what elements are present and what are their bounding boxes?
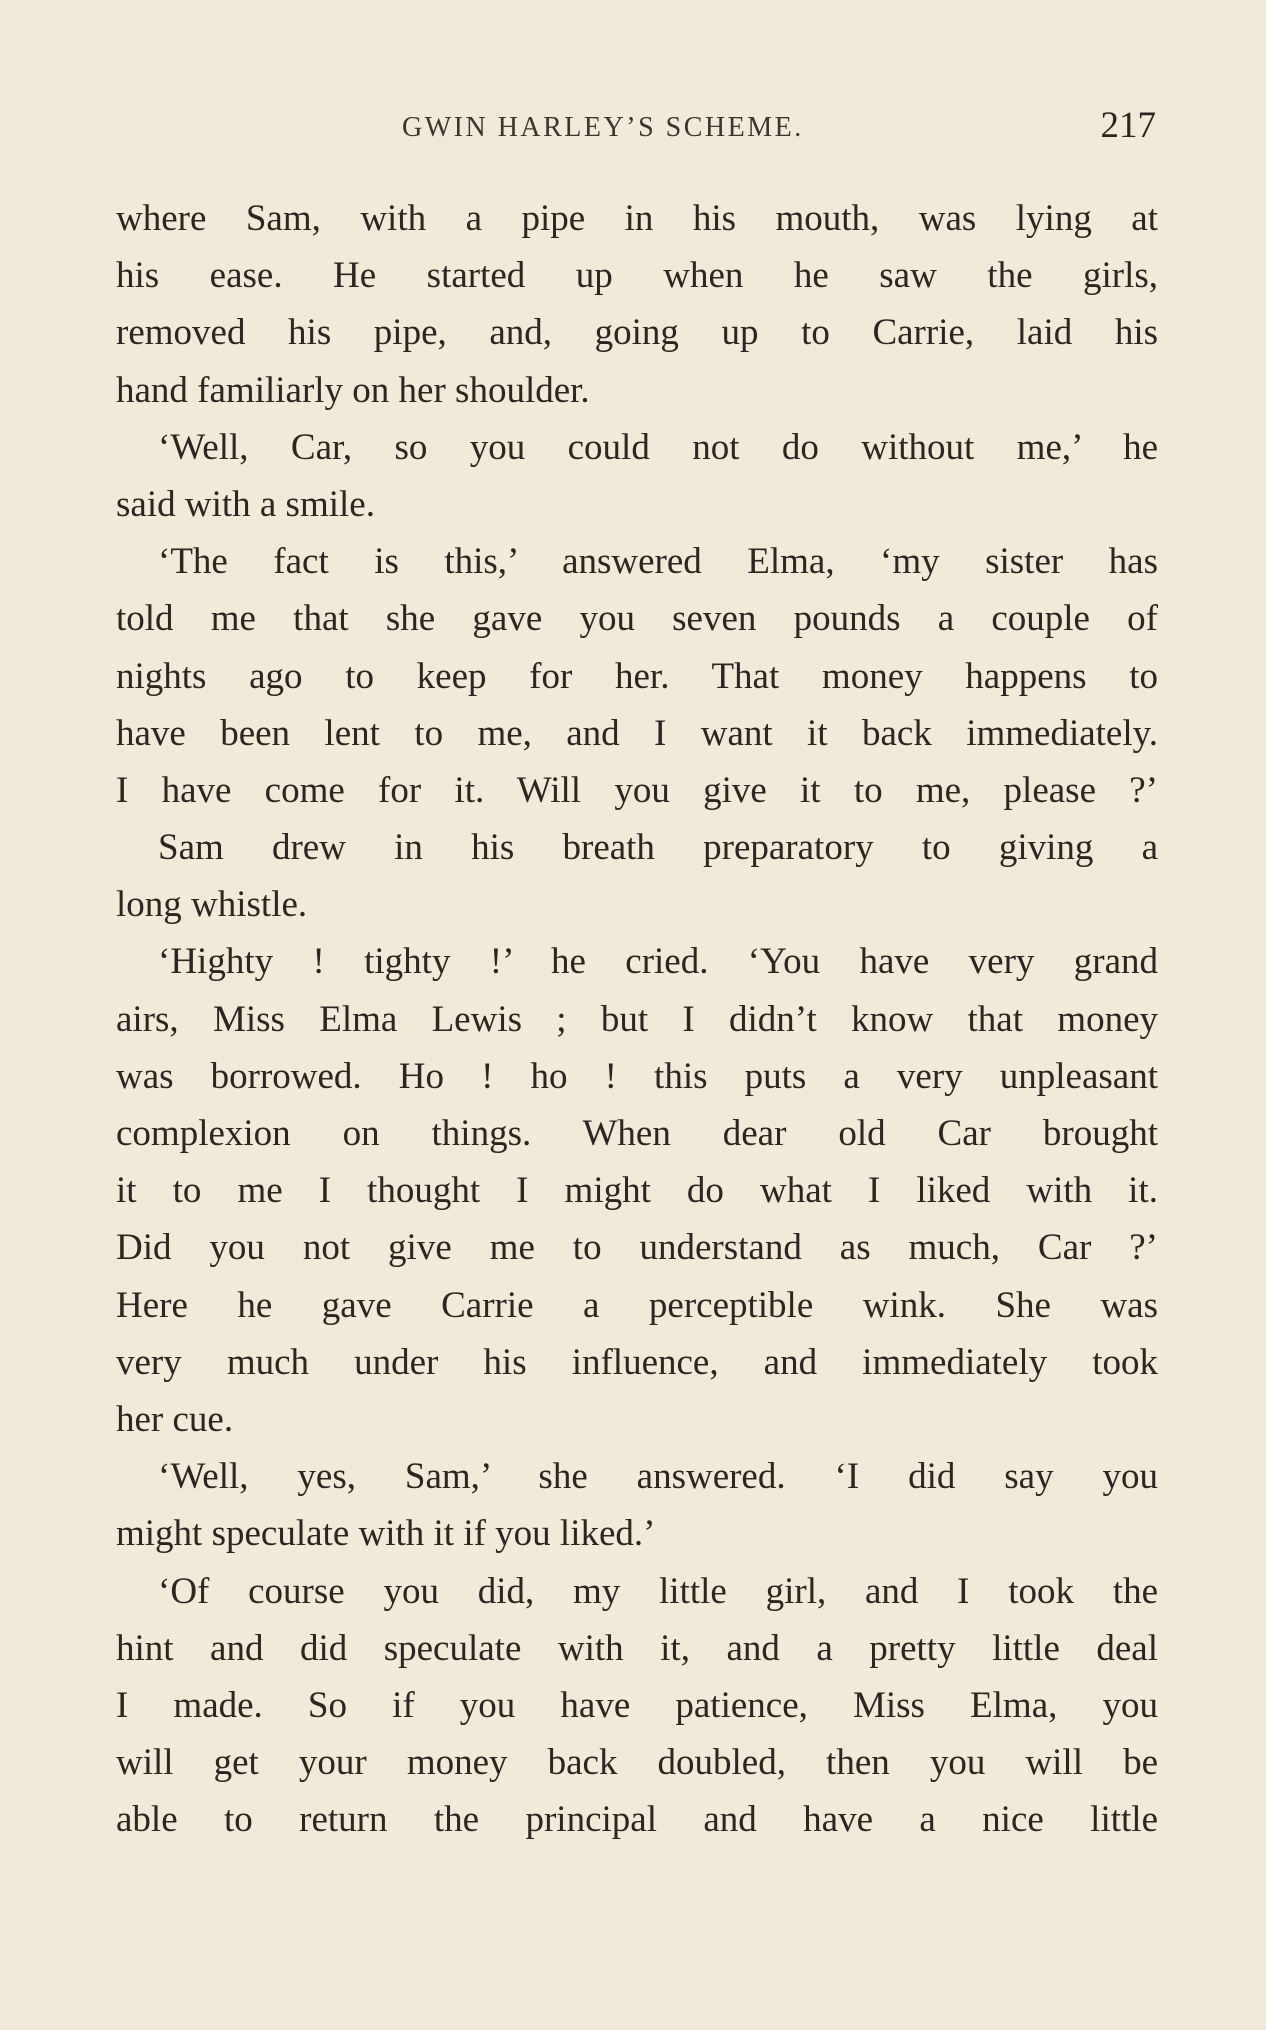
text-line: Did you not give me to understand as much, Car ?’	[116, 1227, 1158, 1269]
text-line: his ease. He started up when he saw the girls,	[116, 255, 1158, 297]
text-line: ‘Of course you did, my little girl, and I took the	[158, 1570, 1158, 1612]
text-line: told me that she gave you seven pounds a couple of	[116, 598, 1158, 640]
text-line: ‘Well, Car, so you could not do without me,’ he	[158, 426, 1158, 468]
running-head	[116, 100, 1156, 160]
text-line: Sam drew in his breath preparatory to giving a	[158, 827, 1158, 869]
text-line: hint and did speculate with it, and a pretty little deal	[116, 1627, 1158, 1669]
text-line: removed his pipe, and, going up to Carrie, laid his	[116, 312, 1158, 354]
text-line: ‘Highty ! tighty !’ he cried. ‘You have very grand	[158, 941, 1158, 983]
running-title: GWIN HARLEY’S SCHEME.	[402, 112, 804, 143]
text-line: ‘The fact is this,’ answered Elma, ‘my sister has	[158, 541, 1158, 583]
text-line: ‘Well, yes, Sam,’ she answered. ‘I did say you	[158, 1456, 1158, 1498]
text-line: Here he gave Carrie a perceptible wink. She was	[116, 1284, 1158, 1326]
text-line: might speculate with it if you liked.’	[116, 1513, 656, 1555]
text-line: very much under his influence, and immediately took	[116, 1341, 1158, 1383]
page-number: 217	[1100, 105, 1156, 146]
text-line: her cue.	[116, 1398, 234, 1440]
text-line: able to return the principal and have a nice little	[116, 1799, 1158, 1841]
text-line: will get your money back doubled, then you will be	[116, 1742, 1158, 1784]
text-line: I have come for it. Will you give it to me, please ?’	[116, 769, 1158, 811]
text-line: have been lent to me, and I want it back immediately.	[116, 712, 1158, 754]
text-line: airs, Miss Elma Lewis ; but I didn’t know that money	[116, 998, 1158, 1040]
text-line: it to me I thought I might do what I liked with it.	[116, 1170, 1158, 1212]
text-line: I made. So if you have patience, Miss Elma, you	[116, 1684, 1158, 1726]
text-line: complexion on things. When dear old Car brought	[116, 1113, 1158, 1154]
text-line: where Sam, with a pipe in his mouth, was lying at	[116, 198, 1158, 239]
body-text	[116, 190, 1158, 1848]
text-line: said with a smile.	[116, 483, 375, 525]
text-line: hand familiarly on her shoulder.	[116, 369, 590, 411]
text-line: nights ago to keep for her. That money happens to	[116, 655, 1158, 697]
text-line: was borrowed. Ho ! ho ! this puts a very unpleasant	[116, 1055, 1158, 1097]
text-line: long whistle.	[116, 884, 308, 926]
